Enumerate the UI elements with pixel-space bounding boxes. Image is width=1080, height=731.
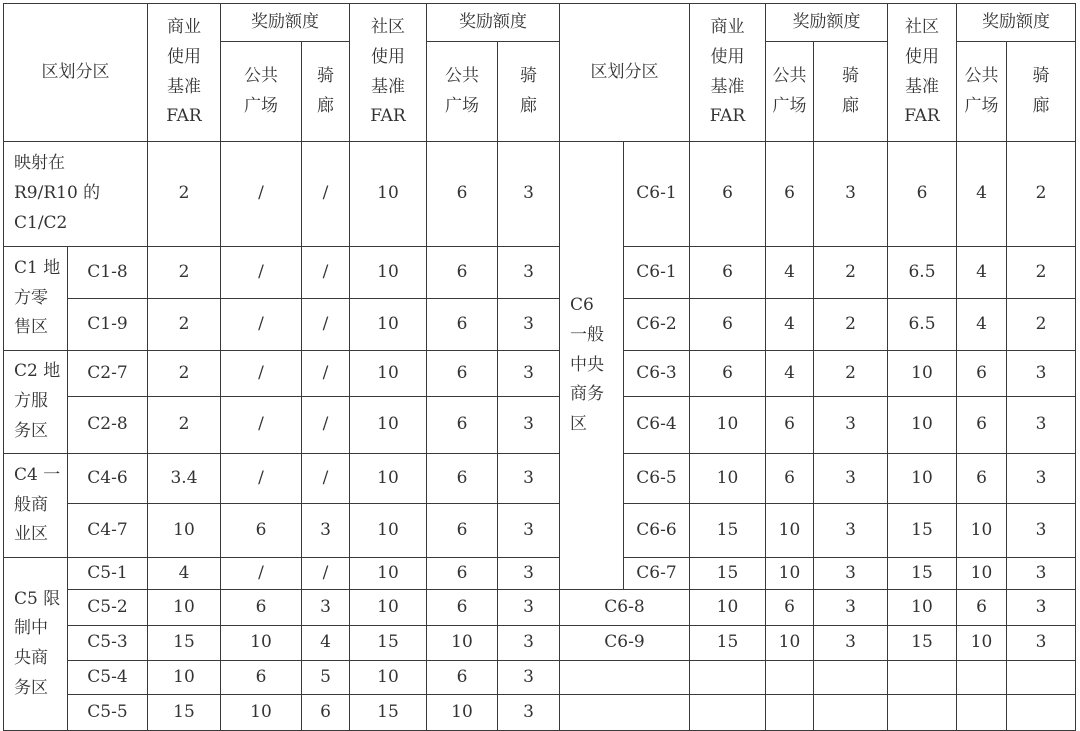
header-bonus-right: 奖励额度 [766,4,888,42]
cell-plaza: 10 [427,695,498,731]
table-row [4,299,1076,351]
cell-plaza: 6 [427,504,498,558]
cell-code: C4-7 [68,504,148,558]
zone-group-c2: C2 地 方服 务区 [4,351,68,454]
cell-code: C6-5 [624,454,690,504]
empty-cell [690,661,766,695]
cell-community-far: 10 [350,504,427,558]
header-plaza: 公共 广场 [766,42,814,142]
cell-arcade: 5 [302,661,350,695]
cell-plaza: / [221,397,302,454]
cell-commercial-far: 10 [690,590,766,626]
cell-commercial-far: 10 [148,504,221,558]
cell-arcade: 3 [814,397,888,454]
cell-arcade: 3 [1007,504,1076,558]
cell-arcade: 3 [498,299,560,351]
cell-arcade: 3 [498,626,560,661]
cell-plaza: 6 [766,397,814,454]
empty-cell [766,695,814,731]
cell-arcade: / [302,247,350,299]
cell-arcade: 3 [814,142,888,247]
cell-plaza: 6 [957,397,1007,454]
header-bonus-left-2: 奖励额度 [427,4,560,42]
cell-commercial-far: 15 [148,626,221,661]
cell-community-far: 10 [888,397,957,454]
cell-arcade: 3 [1007,626,1076,661]
cell-commercial-far: 15 [690,504,766,558]
cell-arcade: 3 [814,590,888,626]
cell-code: C6-2 [624,299,690,351]
cell-plaza: 10 [957,504,1007,558]
cell-arcade: 3 [498,590,560,626]
cell-plaza: 6 [221,504,302,558]
empty-cell [690,695,766,731]
cell-commercial-far: 6 [690,299,766,351]
cell-arcade: 3 [1007,397,1076,454]
cell-community-far: 6.5 [888,299,957,351]
cell-code: C5-5 [68,695,148,731]
cell-code: C6-3 [624,351,690,397]
cell-plaza: 6 [427,142,498,247]
cell-arcade: 3 [302,504,350,558]
cell-community-far: 10 [350,142,427,247]
cell-commercial-far: 10 [690,454,766,504]
header-arcade: 骑 廊 [1007,42,1076,142]
cell-community-far: 10 [888,351,957,397]
cell-commercial-far: 2 [148,247,221,299]
header-zone-left: 区划分区 [4,4,148,142]
cell-commercial-far: 3.4 [148,454,221,504]
empty-cell [814,661,888,695]
cell-plaza: 6 [766,590,814,626]
cell-plaza: 6 [427,397,498,454]
cell-code: C6-1 [624,247,690,299]
cell-code: C5-4 [68,661,148,695]
cell-arcade: 3 [814,626,888,661]
cell-community-far: 10 [350,661,427,695]
cell-arcade: 3 [1007,590,1076,626]
cell-commercial-far: 15 [148,695,221,731]
cell-arcade: / [302,299,350,351]
bonus-far-table [3,3,1076,731]
header-plaza: 公共 广场 [427,42,498,142]
cell-plaza: / [221,454,302,504]
cell-community-far: 10 [888,590,957,626]
cell-commercial-far: 15 [690,558,766,590]
cell-code: C1-9 [68,299,148,351]
cell-community-far: 10 [350,299,427,351]
cell-arcade: 3 [1007,454,1076,504]
header-arcade: 骑 廊 [814,42,888,142]
cell-plaza: 4 [957,299,1007,351]
cell-plaza: 6 [221,590,302,626]
cell-plaza: / [221,142,302,247]
cell-plaza: / [221,351,302,397]
cell-plaza: 10 [957,558,1007,590]
cell-code: C6-7 [624,558,690,590]
header-community-far-left: 社区 使用 基准 FAR [350,4,427,142]
cell-plaza: 6 [427,558,498,590]
cell-arcade: 3 [498,351,560,397]
header-plaza: 公共 广场 [957,42,1007,142]
header-bonus-left: 奖励额度 [221,4,350,42]
table-row [4,661,1076,695]
zone-group-c4: C4 一 般商 业区 [4,454,68,558]
cell-code: C5-3 [68,626,148,661]
cell-plaza: 6 [766,454,814,504]
cell-plaza: 4 [766,351,814,397]
header-arcade: 骑 廊 [302,42,350,142]
cell-arcade: 3 [498,661,560,695]
cell-community-far: 15 [888,558,957,590]
empty-cell [814,695,888,731]
cell-community-far: 10 [350,397,427,454]
cell-plaza: 10 [766,504,814,558]
table-row [4,504,1076,558]
cell-code: C1-8 [68,247,148,299]
empty-cell [1007,661,1076,695]
table-row [4,590,1076,626]
cell-plaza: / [221,247,302,299]
cell-community-far: 6.5 [888,247,957,299]
cell-arcade: 3 [498,695,560,731]
cell-arcade: / [302,351,350,397]
cell-plaza: 4 [766,247,814,299]
cell-community-far: 10 [350,247,427,299]
cell-code: C5-2 [68,590,148,626]
cell-plaza: 10 [221,695,302,731]
cell-commercial-far: 2 [148,351,221,397]
cell-commercial-far: 10 [148,661,221,695]
table-row [4,397,1076,454]
cell-plaza: 10 [427,626,498,661]
cell-code-c6-9: C6-9 [560,626,690,661]
cell-arcade: 2 [1007,247,1076,299]
cell-plaza: 10 [221,626,302,661]
cell-arcade: / [302,142,350,247]
header-commercial-far-right: 商业 使用 基准 FAR [690,4,766,142]
cell-code: C6-1 [624,142,690,247]
cell-arcade: 3 [1007,351,1076,397]
header-arcade: 骑 廊 [498,42,560,142]
empty-cell [766,661,814,695]
empty-cell [888,661,957,695]
cell-plaza: 6 [766,142,814,247]
cell-code: C6-4 [624,397,690,454]
cell-arcade: 3 [814,454,888,504]
cell-arcade: 3 [498,247,560,299]
cell-plaza: 6 [427,590,498,626]
cell-plaza: 6 [427,351,498,397]
header-commercial-far-left: 商业 使用 基准 FAR [148,4,221,142]
cell-plaza: 10 [766,626,814,661]
cell-community-far: 10 [350,590,427,626]
table-row [4,247,1076,299]
cell-arcade: 3 [498,558,560,590]
empty-cell [1007,695,1076,731]
cell-plaza: 6 [427,661,498,695]
cell-community-far: 10 [350,351,427,397]
table-row [4,351,1076,397]
cell-plaza: 6 [427,299,498,351]
cell-arcade: 3 [814,504,888,558]
cell-arcade: 4 [302,626,350,661]
empty-cell [957,695,1007,731]
header-plaza: 公共 广场 [221,42,302,142]
cell-commercial-far: 4 [148,558,221,590]
header-zone-right: 区划分区 [560,4,690,142]
cell-plaza: 10 [766,558,814,590]
cell-community-far: 15 [888,626,957,661]
cell-arcade: 3 [498,142,560,247]
cell-commercial-far: 2 [148,299,221,351]
header-bonus-right-2: 奖励额度 [957,4,1076,42]
cell-arcade: 2 [814,351,888,397]
cell-plaza: 6 [957,351,1007,397]
cell-arcade: 2 [814,299,888,351]
cell-arcade: 3 [498,504,560,558]
cell-community-far: 6 [888,142,957,247]
cell-plaza: 4 [957,247,1007,299]
cell-plaza: / [221,558,302,590]
table-row [4,454,1076,504]
cell-commercial-far: 2 [148,142,221,247]
zone-group-c5: C5 限 制中 央商 务区 [4,558,68,731]
cell-plaza: 6 [427,454,498,504]
cell-commercial-far: 6 [690,351,766,397]
zone-group-c1: C1 地 方零 售区 [4,247,68,351]
cell-community-far: 10 [350,558,427,590]
cell-plaza: 6 [427,247,498,299]
cell-commercial-far: 6 [690,247,766,299]
cell-arcade: 3 [302,590,350,626]
cell-commercial-far: 2 [148,397,221,454]
cell-arcade: 3 [498,397,560,454]
cell-code: C4-6 [68,454,148,504]
cell-arcade: 2 [814,247,888,299]
cell-plaza: 10 [957,626,1007,661]
table-row [4,626,1076,661]
cell-code-c6-8: C6-8 [560,590,690,626]
cell-arcade: 6 [302,695,350,731]
cell-community-far: 10 [888,454,957,504]
zone-group-mapped: 映射在 R9/R10 的 C1/C2 [4,142,148,247]
empty-cell [560,661,690,695]
header-community-far-right: 社区 使用 基准 FAR [888,4,957,142]
cell-community-far: 15 [350,626,427,661]
cell-arcade: / [302,454,350,504]
cell-plaza: 4 [957,142,1007,247]
cell-code: C5-1 [68,558,148,590]
table-row [4,558,1076,590]
table-row [4,142,1076,247]
cell-code: C2-8 [68,397,148,454]
cell-community-far: 15 [350,695,427,731]
cell-community-far: 15 [888,504,957,558]
cell-arcade: / [302,397,350,454]
cell-code: C2-7 [68,351,148,397]
cell-commercial-far: 15 [690,626,766,661]
empty-cell [888,695,957,731]
cell-community-far: 10 [350,454,427,504]
cell-plaza: 6 [957,590,1007,626]
cell-arcade: 2 [1007,299,1076,351]
table-row [4,695,1076,731]
cell-plaza: / [221,299,302,351]
cell-code: C6-6 [624,504,690,558]
header-row-1 [4,4,1076,42]
cell-arcade: 3 [1007,558,1076,590]
cell-commercial-far: 10 [148,590,221,626]
cell-commercial-far: 6 [690,142,766,247]
cell-plaza: 6 [221,661,302,695]
cell-arcade: / [302,558,350,590]
cell-plaza: 4 [766,299,814,351]
empty-cell [957,661,1007,695]
cell-arcade: 3 [498,454,560,504]
cell-arcade: 2 [1007,142,1076,247]
zone-group-c6: C6 一般 中央 商务 区 [560,142,624,590]
cell-commercial-far: 10 [690,397,766,454]
empty-cell [560,695,690,731]
cell-arcade: 3 [814,558,888,590]
cell-plaza: 6 [957,454,1007,504]
